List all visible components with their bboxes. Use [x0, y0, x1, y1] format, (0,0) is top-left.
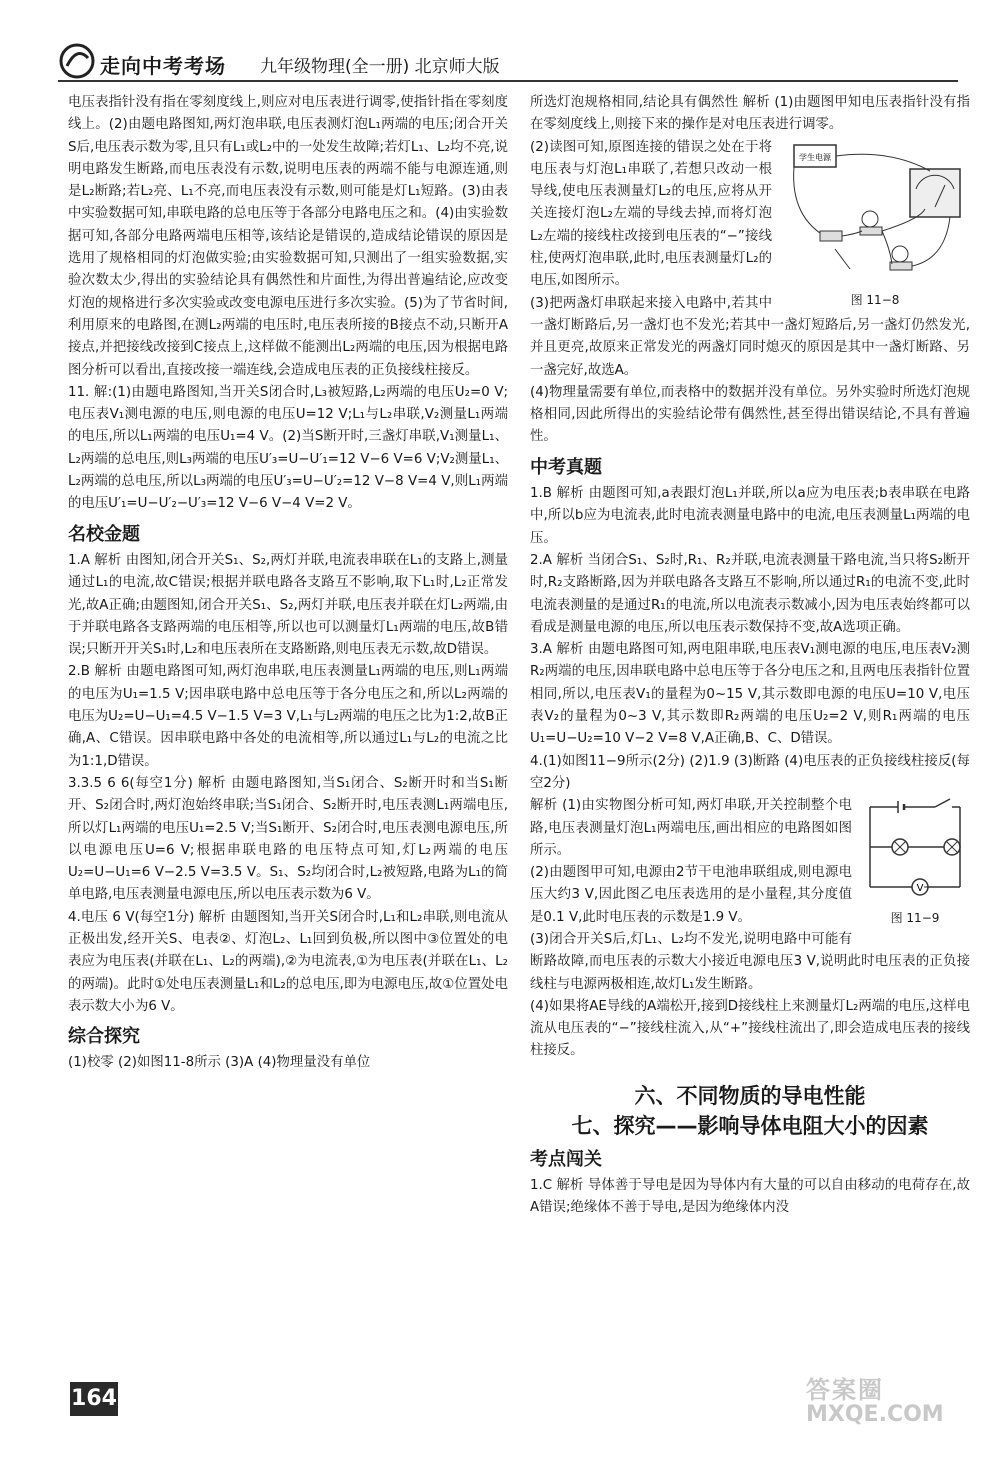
answer-paragraph: 所选灯泡规格相同,结论具有偶然性 解析 (1)由题图甲知电压表指针没有指在零刻度线上,则接下来的操作是对电压表进行调零。 [530, 95, 970, 133]
answer-paragraph: (2)读图可知,原图连接的错误之处在于将电压表与灯泡L₁串联了,若想只改动一根导线,使电压表测量灯L₂的电压,应将从开关连接灯泡L₂左端的导线去掉,而将灯泡L₂左端的接线柱改接到电压表的“−”接线柱,使两灯泡串联,此时,电压表测量灯L₂的电压,如图所示。 [530, 139, 772, 289]
left-column [68, 92, 508, 1075]
answer-paragraph: (4)如果将AE导线的A端松开,接到D接线柱上来测量灯L₂两端的电压,这样电流从电压表的“−”接线柱流入,从“+”接线柱流出了,即会造成电压表的接线柱接反。 [530, 998, 970, 1059]
power-supply-label: 学生电源 [799, 152, 831, 162]
answer-item: 1.C 解析 导体善于导电是因为导体内有大量的可以自由移动的电荷存在,故A错误;绝缘体不善于导电,是因为绝缘体内没 [530, 1178, 970, 1216]
brand-title: 走向中考考场 [100, 54, 226, 78]
answer-item: 2.A 解析 当闭合S₁、S₂时,R₁、R₂并联,电流表测量干路电流,当只将S₂断开时,R₂支路断路,因为并联电路各支路互不影响,所以通过R₁的电流不变,此时电流表测量的是通过R₁的电流,所以电流表示数减小,因为电压表始终都可以看成是测量电源的电压,所以电压表示数保持不变,故A选项正确。 [530, 552, 970, 635]
answer-paragraph: 解析 (1)由实物图分析可知,两灯串联,开关控制整个电路,电压表测量灯泡L₁两端电压,画出相应的电路图如图所示。 [530, 798, 852, 858]
answer-paragraph: (2)由题图甲可知,电源由2节干电池串联组成,则电源电压大约3 V,因此图乙电压表选用的是小量程,其分度值是0.1 V,此时电压表的示数是1.9 V。 [530, 865, 852, 925]
answer-item: 2.B 解析 由题电路图可知,两灯泡串联,电压表测量L₁两端的电压,则L₁两端的电压为U₁=1.5 V;因串联电路中总电压等于各分电压之和,所以L₂两端的电压为U₂=U−U₁=4.5 V−1.5 V=3 V,L₁与L₂两端的电压之比为1:2,故B正确,A、C错误。因串联电路中各处的电流相等,所以通过L₁与L₂的电流之比为1:1,D错误。 [68, 664, 508, 769]
answer-paragraph: (3)把两盏灯串联起来接入电路中,若其中一盏灯断路后,另一盏灯也不发光;若其中一盏灯短路后,另一盏灯仍然发光,并且更亮,故原来正常发光的两盏灯同时熄灭的原因是其中一盏灯断路、另一盏完好,故选A。 [530, 295, 970, 378]
answer-paragraph: 电压表指针没有指在零刻度线上,则应对电压表进行调零,使指针指在零刻度线上。(2)由题电路图知,两灯泡串联,电压表测灯泡L₁两端的电压;闭合开关S后,电压表示数为零,且只有L₁或L₂中的一处发生故障;若灯L₁、L₂均不亮,说明电路发生断路,而电压表没有示数,说明电压表的两端不能与电源连通,则是L₂断路;若L₂亮、L₁不亮,而电压表没有示数,则可能是灯L₁短路。(3)由表中实验数据可知,串联电路的总电压等于各部分电路电压之和。(4)由实验数据可知,各部分电路两端电压相等,该结论是错误的,造成结论错误的原因是选用了规格相同的灯泡做实验;由实验数据可知,只测出了一组实验数据,实验次数太少,得出的实验结论具有偶然性和片面性,为得出普遍结论,应改变灯泡的规格进行多次实验或改变电源电压进行多次实验。(5)为了节省时间,利用原来的电路图,在测L₂两端的电压时,电压表所接的B接点不动,只断开A接点,并把接线改接到C接点上,这样做不能测出L₂两端的电压,因为根据电路图分析可以看出,直接改接一端连线,会造成电压表的正负接线柱接反。 [68, 95, 508, 378]
right-column [530, 92, 970, 1220]
figure-11-9 [860, 797, 970, 929]
logo-icon [58, 42, 96, 80]
answer-q11: 11. 解:(1)由题电路图知,当开关S闭合时,L₃被短路,L₂两端的电压U₂=0 V;电压表V₁测电源的电压,则电源的电压U=12 V;L₁与L₂串联,V₂测量L₁两端的电压,所以L₁两端的电压U₁=4 V。(2)当S断开时,三盏灯串联,V₁测量L₁、L₂两端的总电压,则L₃两端的电压U′₃=U−U′₁=12 V−6 V=6 V;V₂测量L₁、L₂两端的总电压,所以L₃两端的电压U′₃=U−U′₂=12 V−8 V=4 V,则L₁两端的电压U′₁=U−U′₂−U′₃=12 V−6 V−4 V=2 V。 [68, 384, 508, 512]
page-header [58, 42, 958, 82]
section-heading: 中考真题 [530, 456, 602, 478]
figure-11-8 [780, 139, 970, 311]
section-heading: 名校金题 [68, 523, 140, 545]
answer-paragraph: (4)物理量需要有单位,而表格中的数据并没有单位。另外实验时所选灯泡规格相同,因此所得出的实验结论带有偶然性,甚至得出错误结论,不具有普遍性。 [530, 384, 970, 445]
chapter-title: 七、探究——影响导体电阻大小的因素 [571, 1113, 929, 1138]
watermark-text: 答案圈 [806, 1376, 884, 1404]
answer-paragraph: (3)闭合开关S后,灯L₁、L₂均不发光,说明电路中可能有断路故障,而电压表的示数大小接近电源电压3 V,说明此时电压表的正负接线柱与电源两极相连,故灯L₁发生断路。 [530, 931, 970, 992]
section-heading: 综合探究 [68, 1026, 140, 1048]
svg-text:V: V [916, 883, 924, 895]
answer-item: 3.A 解析 由题电路图可知,两电阻串联,电压表V₁测电源的电压,电压表V₂测R₂两端的电压,因串联电路中总电压等于各分电压之和,且两电压表指针位置相同,所以,电压表V₁的量程为0~15 V,其示数即电源的电压U=10 V,电压表V₂的量程为0~3 V,其示数即R₂两端的电压U₂=2 V,则R₁两端的电压U₁=U−U₂=10 V−2 V=8 V,A正确,B、C、D错误。 [530, 642, 970, 747]
section-heading: 考点闯关 [530, 1148, 602, 1170]
answer-item: 4.电压 6 V(每空1分) 解析 由题图知,当开关S闭合时,L₁和L₂串联,则电流从正极出发,经开关S、电表②、灯泡L₂、L₁回到负极,所以图中③位置处的电表应为电压表(并联在L₁、L₂的两端),②为电流表,①为电压表(并联在L₁、L₂的两端)。此时①处电压表测量L₁和L₂的总电压,即为电源电压,故①位置处电表示数大小为6 V。 [68, 909, 508, 1014]
circuit-diagram [780, 139, 970, 289]
book-subtitle: 九年级物理(全一册) 北京师大版 [260, 57, 500, 77]
page-number: 164 [70, 1382, 118, 1416]
answer-item: 4.(1)如图11−9所示(2分) (2)1.9 (3)断路 (4)电压表的正负接线柱接反(每空2分) [530, 753, 970, 791]
chapter-title: 六、不同物质的导电性能 [634, 1083, 866, 1108]
watermark-url: MXQE.COM [806, 1402, 944, 1427]
figure-caption: 图 11−8 [850, 292, 900, 307]
answer-item: (1)校零 (2)如图11-8所示 (3)A (4)物理量没有单位 [68, 1055, 371, 1071]
circuit-diagram [860, 797, 970, 907]
header-rule [58, 80, 958, 82]
answer-item: 1.B 解析 由题图可知,a表跟灯泡L₁并联,所以a应为电压表;b表串联在电路中,所以b应为电流表,此时电流表测量电路中的电流,电压表测量L₁两端的电压。 [530, 486, 970, 546]
answer-item: 3.3.5 6 6(每空1分) 解析 由题电路图知,当S₁闭合、S₂断开时和当S₁断开、S₂闭合时,两灯泡始终串联;当S₁闭合、S₂断开时,电压表测L₁两端电压,所以灯L₁两端的电压U₁=2.5 V;当S₁断开、S₂闭合时,电压表测电源电压,所以电源电压U=6 V;根据串联电路的电压特点可知,灯L₂两端的电压U₂=U−U₁=6 V−2.5 V=3.5 V。S₁、S₂均闭合时,L₂被短路,电路为L₁的简单电路,电压表测量电源电压,所以电压表示数为6 V。 [68, 775, 508, 903]
answer-item: 1.A 解析 由图知,闭合开关S₁、S₂,两灯并联,电流表串联在L₁的支路上,测量通过L₁的电流,故C错误;根据并联电路各支路互不影响,取下L₁时,L₂正常发光,故A正确;由题图知,闭合开关S₁、S₂,两灯并联,电压表并联在灯L₂两端,由于并联电路各支路两端的电压相等,所以也可以测量灯L₁两端的电压,故B错误;只断开开关S₁时,L₂和电压表所在支路断路,则电压表无示数,故D错误。 [68, 552, 508, 658]
figure-caption: 图 11−9 [890, 911, 940, 926]
